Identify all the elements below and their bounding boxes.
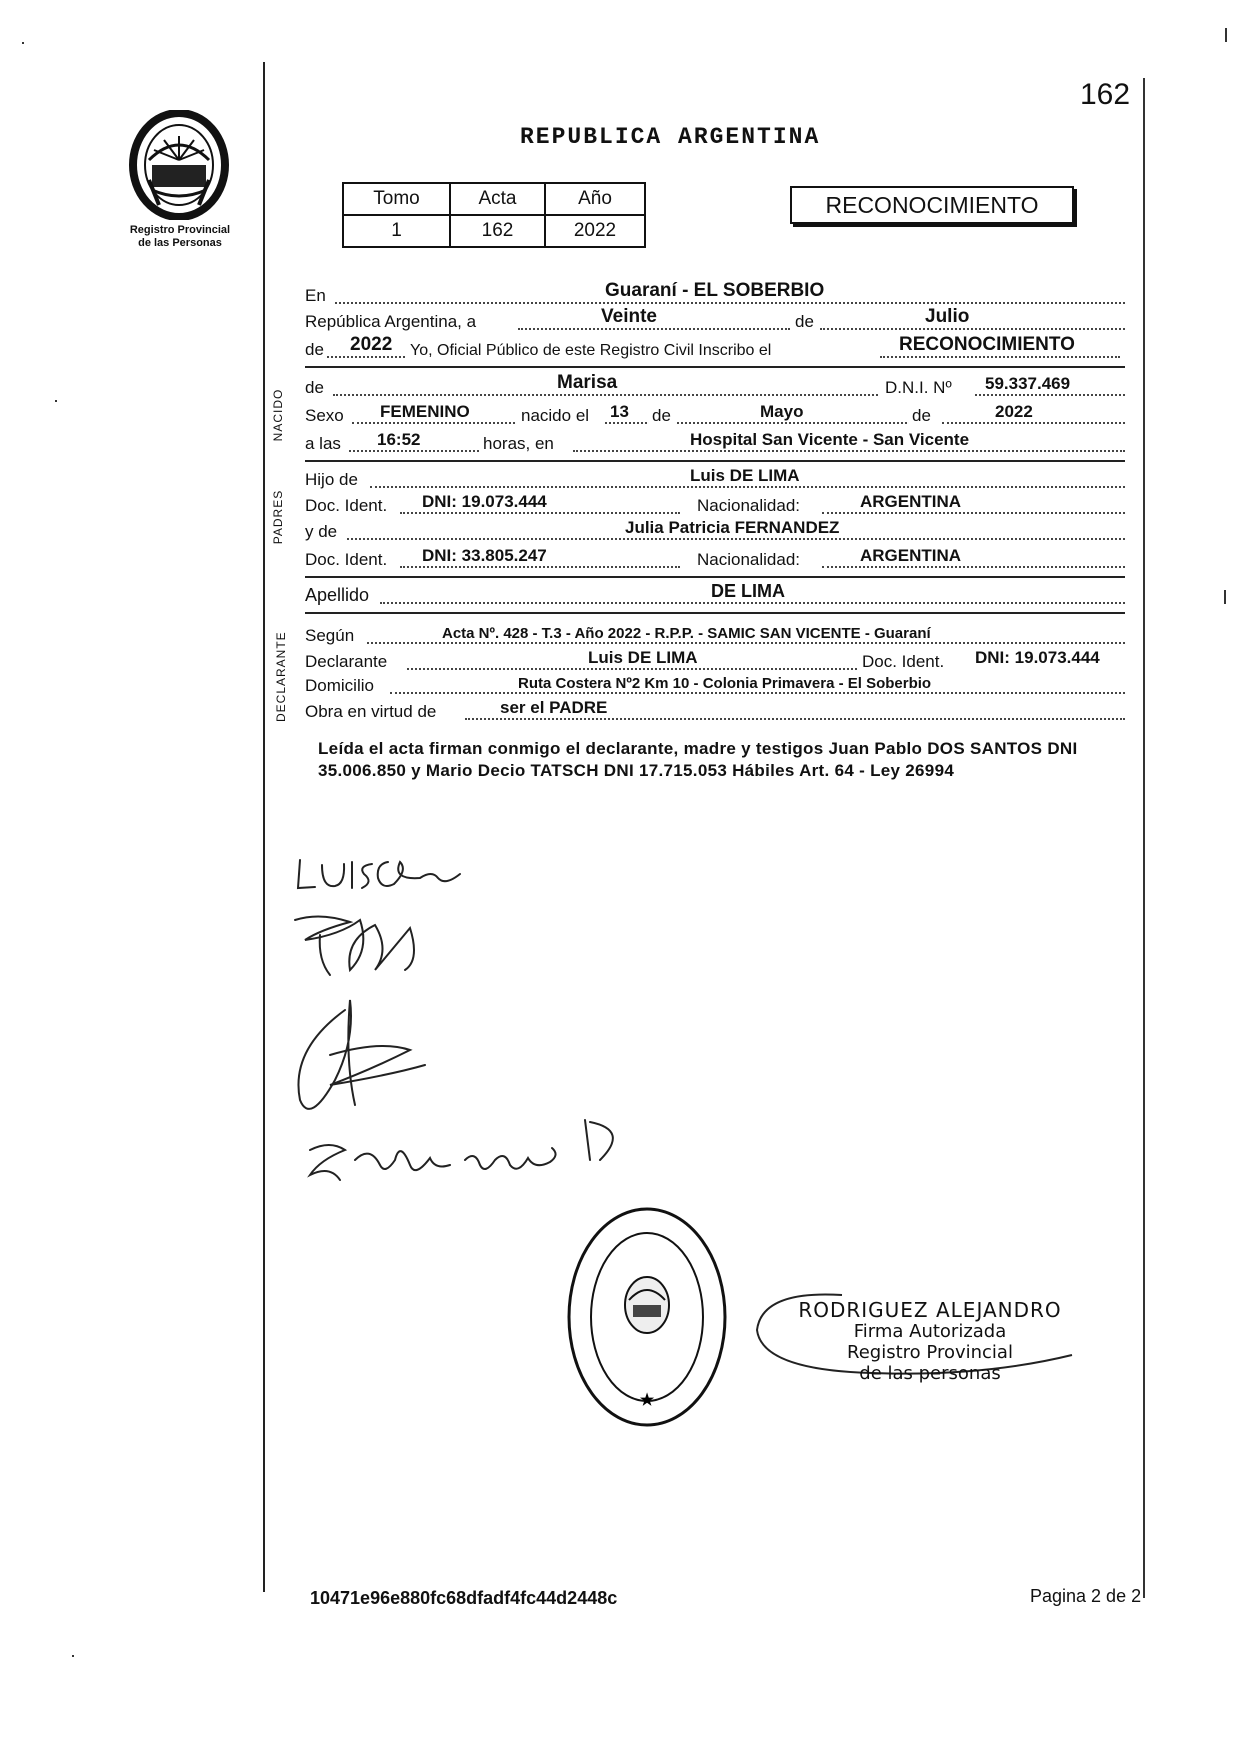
label-en: En — [305, 286, 326, 305]
scan-speck — [55, 400, 57, 402]
dotted-line — [605, 422, 647, 424]
row-padre — [305, 466, 1123, 492]
section-separator — [305, 576, 1125, 578]
label-doc3: Doc. Ident. — [862, 652, 945, 671]
value-doc2: DNI: 33.805.247 — [422, 546, 547, 565]
acta-type-box: RECONOCIMIENTO — [790, 186, 1074, 224]
official-signature-block — [780, 1300, 1080, 1384]
dotted-line — [942, 422, 1125, 424]
label-doc2: Doc. Ident. — [305, 550, 388, 569]
handwritten-signatures — [260, 840, 740, 1220]
label-apellido: Apellido — [305, 585, 370, 605]
label-republica: República Argentina, a — [305, 312, 477, 331]
value-domicilio: Ruta Costera Nº2 Km 10 - Colonia Primavera - El Soberbio — [518, 675, 932, 692]
logo-caption-line2: de las Personas — [138, 237, 222, 249]
row-fecha — [305, 308, 1123, 334]
label-domicilio: Domicilio — [305, 676, 374, 695]
section-separator — [305, 460, 1125, 462]
svg-text:★: ★ — [639, 1392, 655, 1409]
closing-statement: Leída el acta firman conmigo el declarante, madre y testigos Juan Pablo DOS SANTOS DNI 35.006.850 y Mario Decio TATSCH DNI 17.715.053 Hábiles Art. 64 - Ley 26994 — [318, 739, 1078, 780]
document-title: REPUBLICA ARGENTINA — [520, 124, 821, 150]
scan-speck — [1224, 590, 1226, 604]
dotted-line — [352, 422, 515, 424]
value-tomo: 1 — [343, 215, 450, 247]
section-separator — [305, 366, 1125, 368]
logo-caption — [100, 224, 260, 250]
value-mes: Julio — [925, 306, 970, 327]
label-alas: a las — [305, 434, 341, 453]
row-obra — [305, 698, 1123, 724]
dotted-line — [407, 668, 857, 670]
value-anio: 2022 — [350, 334, 393, 355]
official-personas: de las personas — [859, 1363, 1001, 1384]
label-de: de — [795, 312, 814, 331]
row-inscribo — [305, 336, 1123, 362]
label-dni: D.N.I. Nº — [885, 378, 952, 397]
label-horas: horas, en — [483, 434, 554, 453]
header-acta: Acta — [450, 183, 545, 215]
left-margin-line — [263, 62, 265, 1592]
row-doc1 — [305, 492, 1123, 518]
dotted-line — [370, 486, 1125, 488]
value-padre: Luis DE LIMA — [690, 466, 800, 485]
value-madre: Julia Patricia FERNANDEZ — [625, 518, 840, 537]
dotted-line — [820, 328, 1125, 330]
value-nac2: ARGENTINA — [860, 546, 962, 565]
scan-speck — [72, 1655, 74, 1657]
value-nombre: Marisa — [557, 372, 618, 393]
right-margin-line — [1143, 78, 1145, 1598]
label-segun: Según — [305, 626, 355, 645]
value-nac1: ARGENTINA — [860, 492, 962, 511]
dotted-line — [822, 512, 1125, 514]
row-hora — [305, 430, 1123, 456]
page-indicator: Pagina 2 de 2 — [1030, 1586, 1142, 1606]
misiones-coat-of-arms-logo — [124, 110, 234, 220]
official-name: RODRIGUEZ ALEJANDRO — [798, 1298, 1062, 1322]
value-obra: ser el PADRE — [500, 698, 608, 717]
dotted-line — [465, 718, 1125, 720]
label-declarante: Declarante — [305, 652, 388, 671]
section-label-padres: PADRES — [271, 489, 285, 545]
dotted-line — [573, 450, 1125, 452]
value-acta: 162 — [450, 215, 545, 247]
dotted-line — [367, 642, 1125, 644]
dotted-line — [880, 356, 1120, 358]
label-de-nombre: de — [305, 378, 324, 397]
label-inscribo: Yo, Oficial Público de este Registro Civil Inscribo el — [410, 342, 772, 359]
logo-caption-line1: Registro Provincial — [129, 224, 231, 236]
official-registro: Registro Provincial — [847, 1342, 1013, 1363]
row-segun — [305, 622, 1123, 648]
dotted-line — [400, 512, 680, 514]
dotted-line — [390, 692, 1125, 694]
value-en: Guaraní - EL SOBERBIO — [605, 280, 825, 301]
dotted-line — [349, 450, 479, 452]
value-nac-anio: 2022 — [995, 402, 1033, 421]
row-domicilio — [305, 672, 1123, 698]
value-sexo: FEMENINO — [380, 402, 470, 421]
label-doc1: Doc. Ident. — [305, 496, 388, 515]
scan-speck — [1225, 28, 1227, 42]
label-nacido: nacido el — [521, 406, 590, 425]
dotted-line — [677, 422, 907, 424]
row-apellido — [305, 582, 1123, 608]
label-yde: y de — [305, 522, 338, 541]
section-label-nacido: NACIDO — [271, 388, 285, 442]
dotted-line — [347, 538, 1125, 540]
value-nac-mes: Mayo — [760, 402, 804, 421]
value-segun: Acta Nº. 428 - T.3 - Año 2022 - R.P.P. - SAMIC SAN VICENTE - Guaraní — [442, 625, 931, 642]
value-apellido: DE LIMA — [711, 581, 785, 601]
row-nombre — [305, 374, 1123, 400]
dotted-line — [400, 566, 680, 568]
registry-table — [342, 182, 646, 248]
value-tipo: RECONOCIMIENTO — [899, 334, 1075, 355]
value-anio: 2022 — [545, 215, 645, 247]
value-lugar: Hospital San Vicente - San Vicente — [690, 430, 970, 449]
row-doc2 — [305, 546, 1123, 572]
label-sexo: Sexo — [305, 406, 344, 425]
value-doc1: DNI: 19.073.444 — [422, 492, 547, 511]
header-anio: Año — [545, 183, 645, 215]
value-dni: 59.337.469 — [985, 374, 1071, 393]
dotted-line — [518, 328, 790, 330]
label-nac-de1: de — [652, 406, 671, 425]
value-nac-dia: 13 — [610, 402, 629, 421]
page-number: 162 — [1080, 78, 1131, 111]
header-tomo: Tomo — [343, 183, 450, 215]
label-de-anio: de — [305, 340, 324, 359]
dotted-line — [380, 602, 1125, 604]
dotted-line — [975, 394, 1125, 396]
dotted-line — [327, 356, 405, 358]
value-doc3: DNI: 19.073.444 — [975, 648, 1100, 667]
document-hash: 10471e96e880fc68dfadf4fc44d2448c — [310, 1588, 618, 1608]
label-nac1: Nacionalidad: — [697, 496, 801, 515]
row-sexo — [305, 402, 1123, 428]
official-title: Firma Autorizada — [853, 1321, 1007, 1342]
label-nac-de2: de — [912, 406, 931, 425]
delegacion-seal — [565, 1205, 730, 1430]
scan-speck — [22, 42, 24, 44]
section-label-declarante: DECLARANTE — [274, 631, 288, 722]
dotted-line — [335, 302, 1125, 304]
label-obra: Obra en virtud de — [305, 702, 437, 721]
row-declarante — [305, 648, 1123, 674]
row-en — [305, 282, 1123, 308]
dotted-line — [333, 394, 878, 396]
label-nac2: Nacionalidad: — [697, 550, 801, 569]
value-dia: Veinte — [601, 306, 657, 327]
label-hijo: Hijo de — [305, 470, 358, 489]
dotted-line — [822, 566, 1125, 568]
section-separator — [305, 612, 1125, 614]
row-madre — [305, 518, 1123, 544]
value-declarante: Luis DE LIMA — [588, 648, 698, 667]
value-hora: 16:52 — [377, 430, 421, 449]
